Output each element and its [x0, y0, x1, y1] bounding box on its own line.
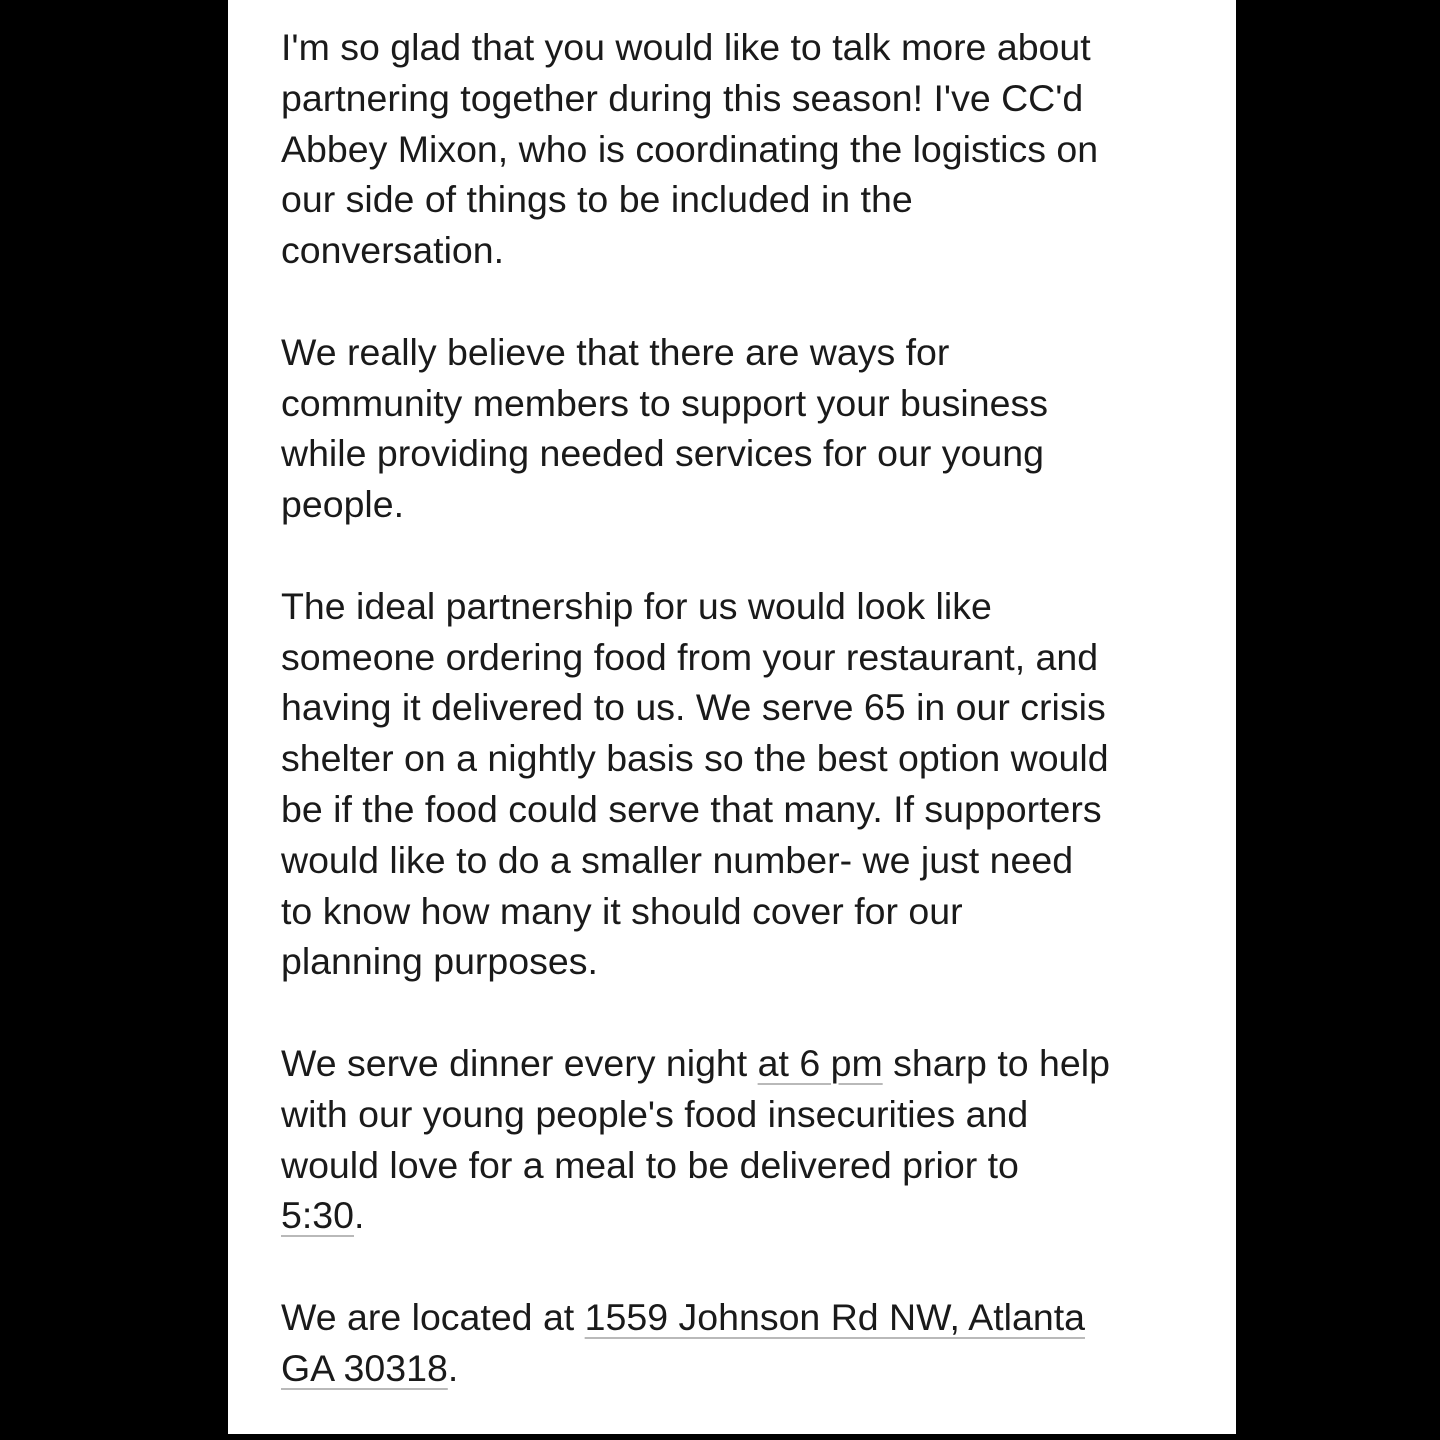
text-line: with our young people's food insecurities and — [281, 1092, 1029, 1135]
text-line: partnering together during this season! I've CC'd — [281, 76, 1084, 119]
paragraph-intro — [281, 22, 1201, 276]
text-line: conversation. — [281, 229, 505, 272]
text-line: our side of things to be included in the — [281, 178, 913, 221]
text-line: having it delivered to us. We serve 65 in our crisis — [281, 686, 1106, 729]
paragraph-location — [281, 1292, 1201, 1394]
text-line: people. — [281, 483, 405, 526]
email-message-page — [228, 0, 1236, 1434]
text-line: someone ordering food from your restaurant, and — [281, 635, 1099, 678]
text-segment: We serve dinner every night — [281, 1041, 758, 1084]
text-line — [281, 1190, 1201, 1241]
text-line: would like to do a smaller number- we just need — [281, 838, 1074, 881]
paragraph-belief — [281, 327, 1201, 530]
text-line: while providing needed services for our young — [281, 432, 1044, 475]
paragraph-dinner-time — [281, 1038, 1201, 1241]
text-line — [281, 1343, 1201, 1394]
text-line: to know how many it should cover for our — [281, 889, 963, 932]
text-line: Abbey Mixon, who is coordinating the logistics on — [281, 127, 1099, 170]
text-segment: . — [354, 1194, 365, 1237]
text-line: shelter on a nightly basis so the best option would — [281, 737, 1109, 780]
text-line: I'm so glad that you would like to talk more about — [281, 26, 1091, 68]
time-link-delivery[interactable]: 5:30 — [281, 1194, 354, 1237]
text-line: We really believe that there are ways for — [281, 330, 950, 373]
text-line — [281, 1038, 1201, 1089]
text-line: be if the food could serve that many. If supporters — [281, 787, 1102, 830]
paragraph-partnership — [281, 581, 1201, 987]
text-segment: sharp to help — [882, 1041, 1110, 1084]
text-line: community members to support your business — [281, 381, 1048, 424]
text-line — [281, 1292, 1201, 1343]
address-link-continued[interactable]: GA 30318 — [281, 1346, 448, 1389]
time-link[interactable]: at 6 pm — [757, 1041, 883, 1084]
address-link[interactable]: 1559 Johnson Rd NW, Atlanta — [584, 1295, 1085, 1338]
text-line: planning purposes. — [281, 940, 598, 983]
text-segment: . — [447, 1346, 459, 1389]
email-body — [281, 22, 1201, 1394]
text-line: would love for a meal to be delivered prior to — [281, 1143, 1019, 1186]
text-segment: We are located at — [281, 1295, 585, 1338]
text-line: The ideal partnership for us would look like — [281, 584, 992, 627]
